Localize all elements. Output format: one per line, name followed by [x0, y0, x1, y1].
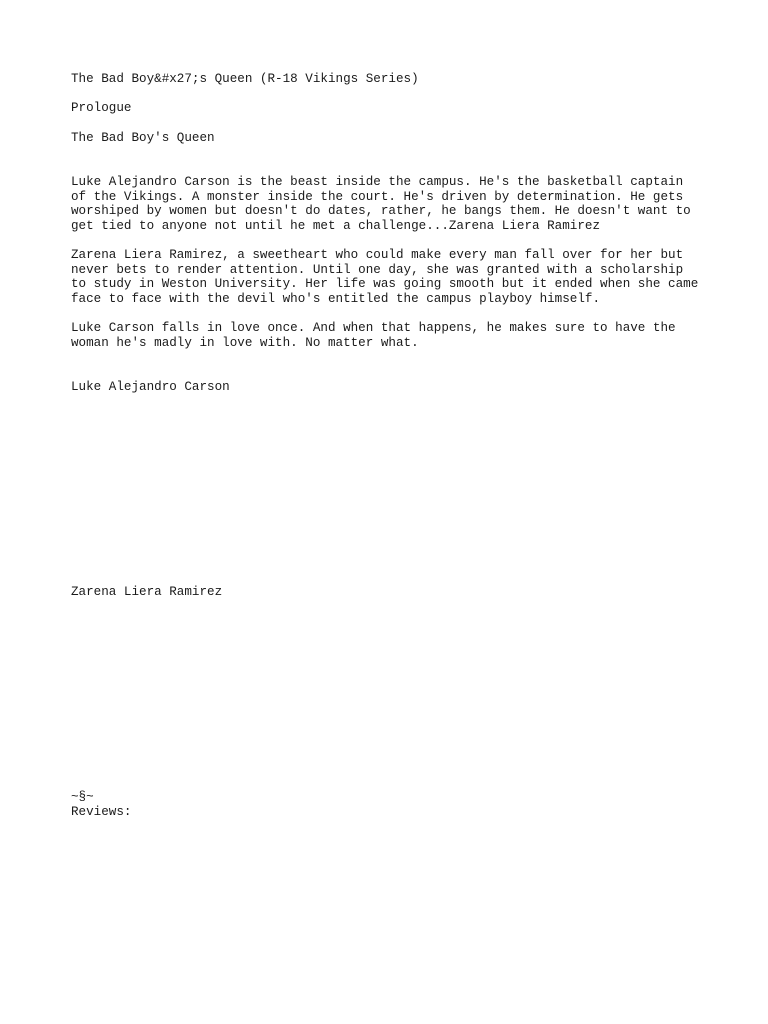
paragraph-love: [71, 321, 676, 350]
section-heading: Prologue: [71, 101, 132, 115]
text-line: face to face with the devil who's entitled the campus playboy himself.: [71, 291, 601, 306]
text-line: to study in Weston University. Her life was going smooth but it ended when she came: [71, 277, 699, 292]
paragraph-zarena: [71, 248, 698, 306]
text-line: woman he's madly in love with. No matter what.: [71, 335, 419, 350]
paragraph-luke: [71, 175, 691, 233]
character-heading-zarena: Zarena Liera Ramirez: [71, 585, 223, 599]
text-line: Zarena Liera Ramirez, a sweetheart who could make every man fall over for her but: [71, 248, 684, 262]
section-divider: ~§~: [71, 790, 94, 804]
subtitle: The Bad Boy's Queen: [71, 131, 215, 145]
text-line: Luke Alejandro Carson is the beast inside the campus. He's the basketball captain: [71, 175, 684, 189]
reviews-label: Reviews:: [71, 805, 132, 819]
text-line: of the Vikings. A monster inside the court. He's driven by determination. He gets: [71, 189, 684, 204]
character-heading-luke: Luke Alejandro Carson: [71, 380, 230, 394]
text-line: Luke Carson falls in love once. And when that happens, he makes sure to have the: [71, 321, 676, 335]
book-title: The Bad Boy&#x27;s Queen (R-18 Vikings Series): [71, 72, 419, 86]
text-line: worshiped by women but doesn't do dates, rather, he bangs them. He doesn't want to: [71, 204, 691, 219]
text-line: never bets to render attention. Until one day, she was granted with a scholarship: [71, 262, 684, 277]
text-line: get tied to anyone not until he met a challenge...Zarena Liera Ramirez: [71, 218, 601, 233]
